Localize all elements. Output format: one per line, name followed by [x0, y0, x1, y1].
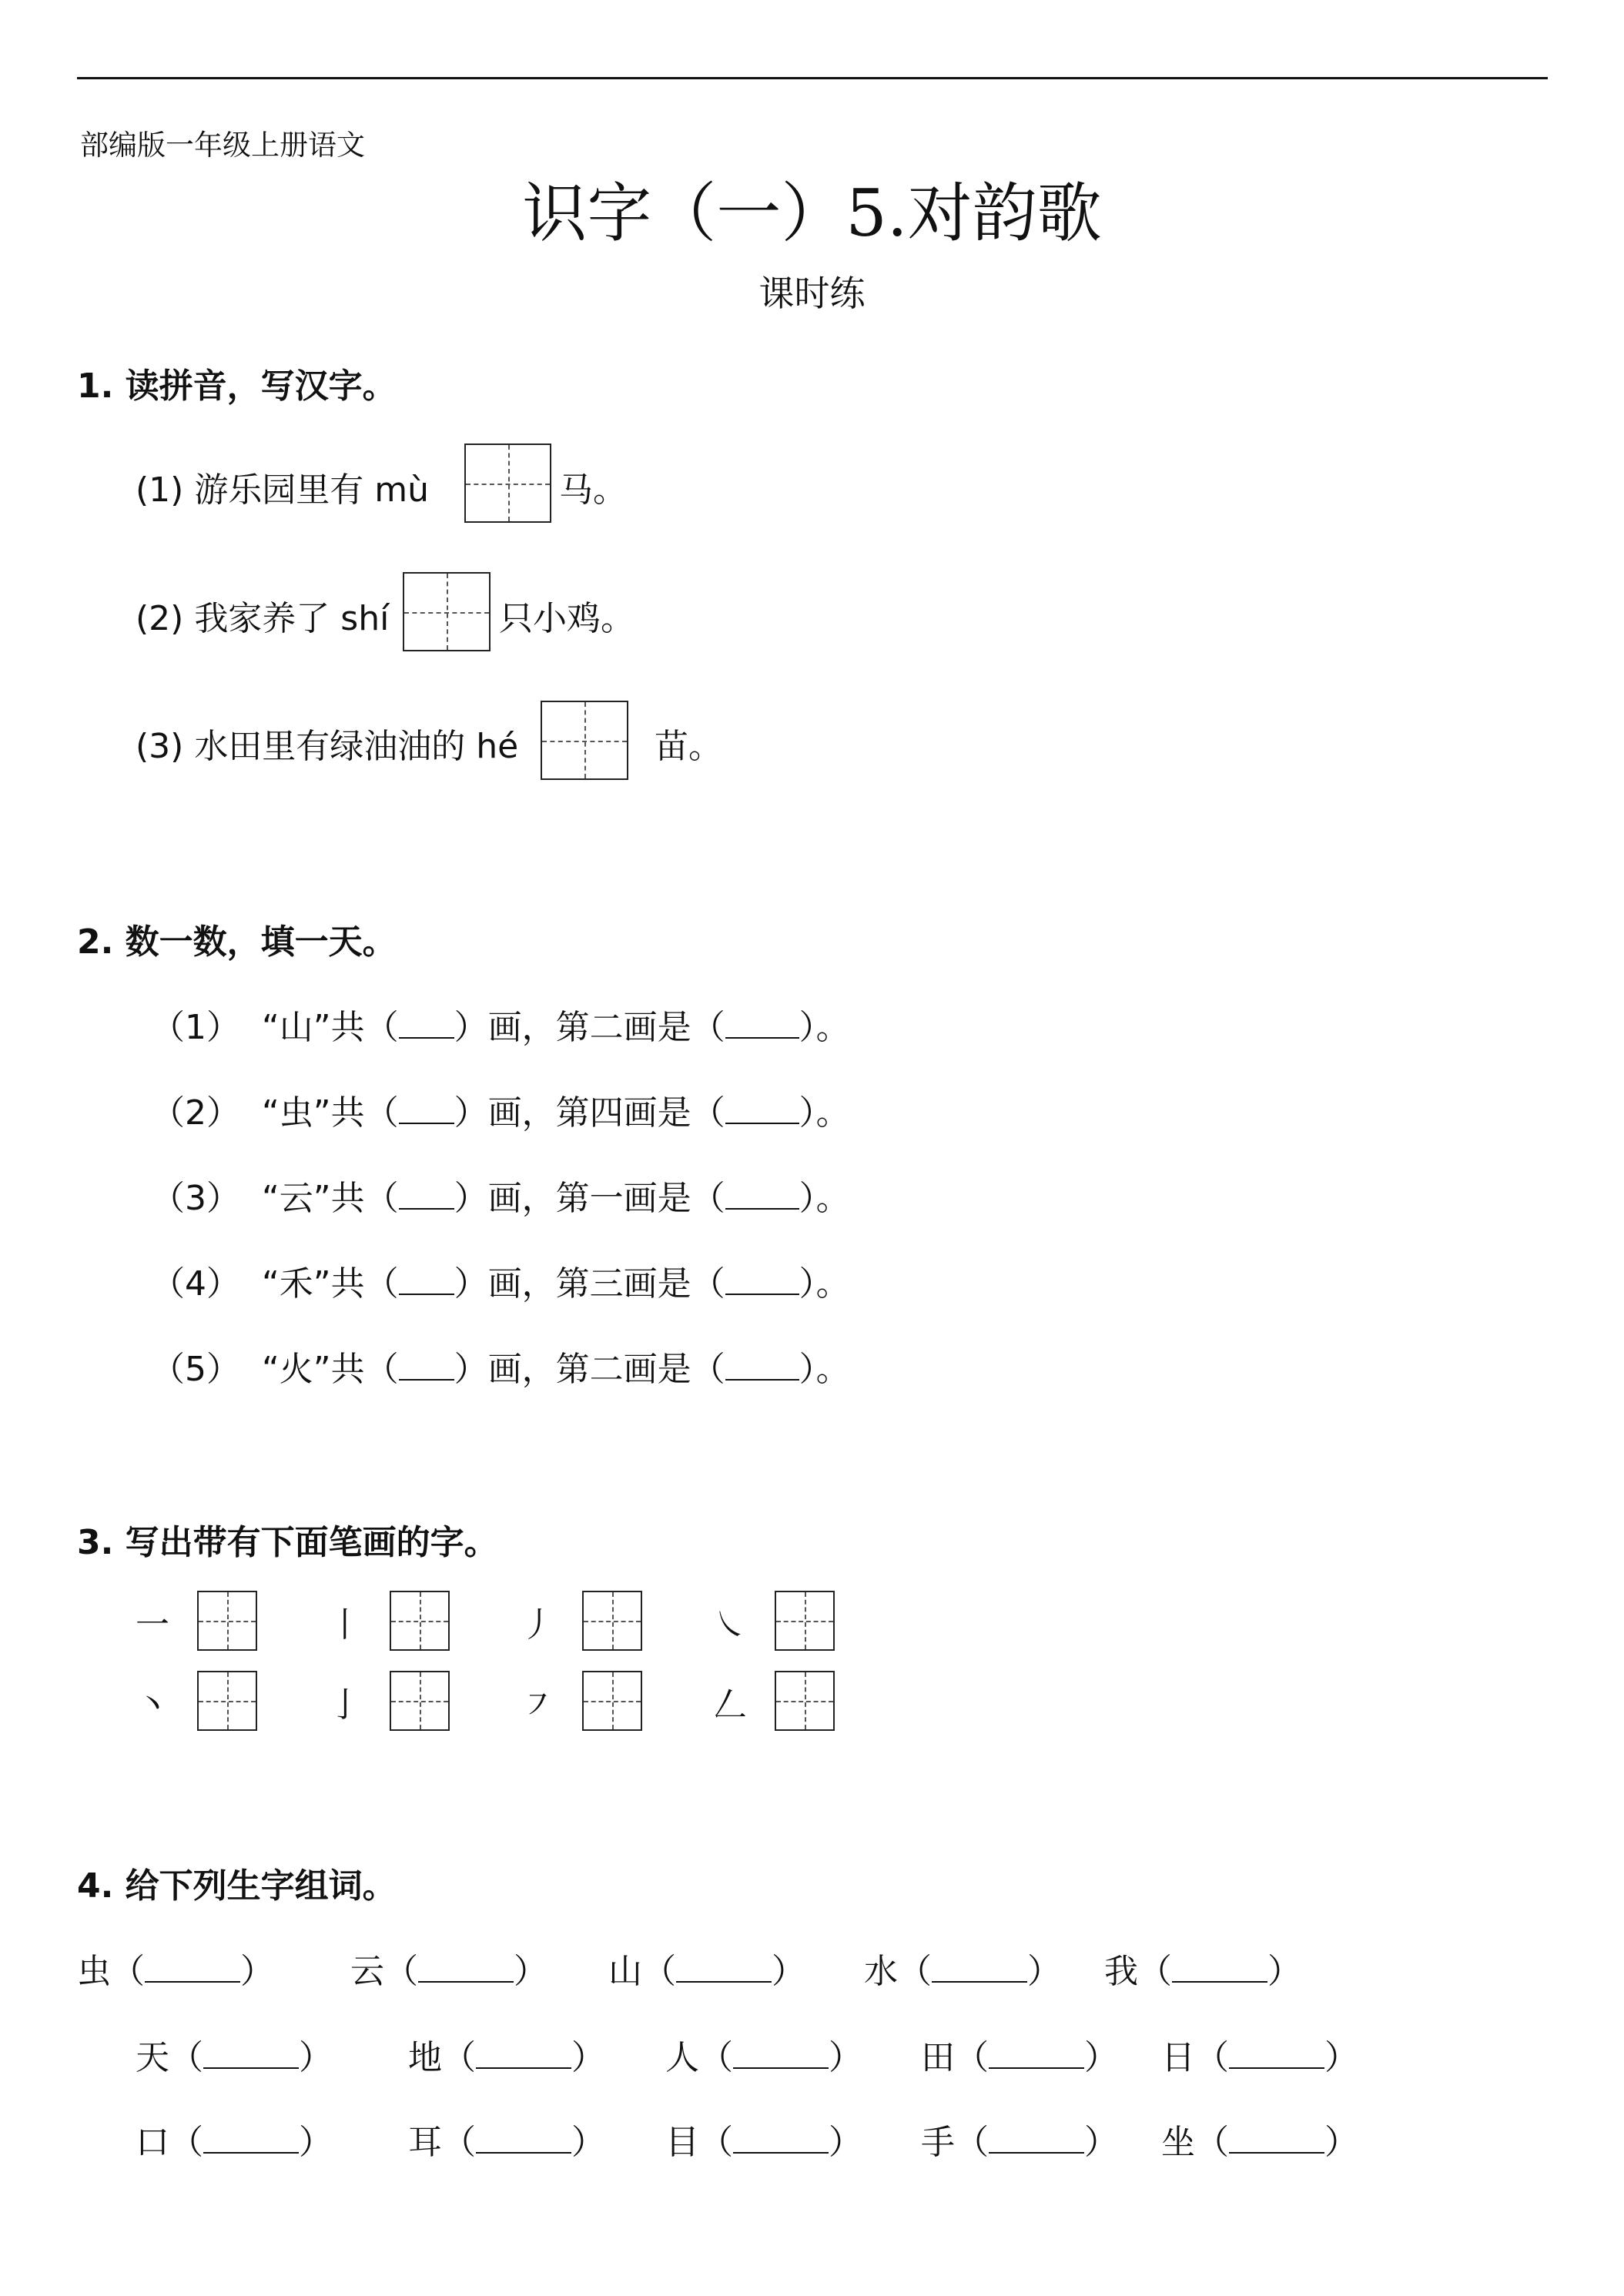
q2-stroke-count-blank[interactable]	[399, 1351, 454, 1381]
q4-close-paren: ）	[1027, 1952, 1061, 1991]
q4-char: 人	[665, 2038, 699, 2077]
q4-char: 山	[608, 1952, 642, 1991]
stroke-glyph: ㇇	[521, 1685, 554, 1725]
q3-answer-box[interactable]	[775, 1591, 835, 1651]
q4-answer-blank[interactable]	[418, 1953, 514, 1983]
q4-char: 虫	[77, 1952, 111, 1991]
q4-word-cell	[77, 1943, 274, 1993]
q4-close-paren: ）	[1267, 1952, 1301, 1991]
q4-close-paren: ）	[1324, 2038, 1358, 2077]
q4-open-paren: （	[699, 2123, 733, 2162]
page-title: 识字（一）5.对韵歌	[522, 176, 1102, 251]
q2-item-end: ）。	[799, 1350, 850, 1389]
question-1-title: 1. 读拼音，写汉字。	[77, 366, 397, 406]
q2-stroke-count-blank[interactable]	[399, 1266, 454, 1295]
q4-answer-blank[interactable]	[203, 2124, 299, 2154]
q2-item-mid: ）画，第三画是（	[454, 1264, 725, 1304]
q2-stroke-name-blank[interactable]	[725, 1266, 799, 1295]
q4-open-paren: （	[169, 2038, 203, 2077]
q4-open-paren: （	[384, 1952, 418, 1991]
q4-char: 口	[136, 2123, 169, 2162]
q4-word-cell	[408, 2114, 605, 2164]
question-4-title: 4. 给下列生字组词。	[77, 1866, 397, 1906]
q4-char: 耳	[408, 2123, 442, 2162]
q1-item-3-after: 苗。	[655, 727, 722, 766]
q2-item-char: “山”共（	[262, 1008, 399, 1047]
q2-item-end: ）。	[799, 1093, 850, 1133]
q4-answer-blank[interactable]	[1172, 1953, 1267, 1983]
q4-answer-blank[interactable]	[476, 2040, 571, 2069]
q4-open-paren: （	[169, 2123, 203, 2162]
q4-answer-blank[interactable]	[989, 2124, 1084, 2154]
q1-item-1-after: 马。	[559, 470, 627, 510]
q4-answer-blank[interactable]	[1229, 2040, 1324, 2069]
q3-answer-box[interactable]	[197, 1671, 257, 1731]
q4-close-paren: ）	[829, 2123, 862, 2162]
q4-open-paren: （	[111, 1952, 145, 1991]
q4-char: 田	[921, 2038, 955, 2077]
q2-item-mid: ）画，第四画是（	[454, 1093, 725, 1133]
q4-open-paren: （	[955, 2038, 989, 2077]
q2-item-end: ）。	[799, 1179, 850, 1218]
q4-answer-blank[interactable]	[676, 1953, 772, 1983]
q2-item-mid: ）画，第一画是（	[454, 1179, 725, 1218]
q4-word-cell	[921, 2030, 1118, 2079]
q4-answer-blank[interactable]	[203, 2040, 299, 2069]
q4-word-cell	[608, 1943, 805, 1993]
q2-item-end: ）。	[799, 1264, 850, 1304]
q4-close-paren: ）	[1324, 2123, 1358, 2162]
q4-close-paren: ）	[1084, 2123, 1118, 2162]
q4-word-cell	[665, 2030, 862, 2079]
q4-open-paren: （	[1195, 2038, 1229, 2077]
q4-answer-blank[interactable]	[145, 1953, 240, 1983]
q2-item-number: （1）	[151, 1008, 240, 1047]
q1-item-2-text: (2) 我家养了 shí	[136, 599, 390, 638]
q2-item	[262, 999, 850, 1049]
q2-item-end: ）。	[799, 1008, 850, 1047]
book-header: 部编版一年级上册语文	[80, 129, 365, 162]
q2-stroke-count-blank[interactable]	[399, 1180, 454, 1210]
q1-item-2-answer-box[interactable]	[403, 572, 491, 651]
q2-item	[262, 1256, 850, 1305]
top-rule	[77, 77, 1548, 79]
q2-item-number: （5）	[151, 1350, 240, 1389]
q3-answer-box[interactable]	[775, 1671, 835, 1731]
q4-answer-blank[interactable]	[989, 2040, 1084, 2069]
q2-item-char: “火”共（	[262, 1350, 399, 1389]
q3-answer-box[interactable]	[582, 1671, 642, 1731]
q4-word-cell	[1161, 2114, 1358, 2164]
q4-close-paren: ）	[299, 2038, 333, 2077]
q4-char: 手	[921, 2123, 955, 2162]
q4-open-paren: （	[442, 2123, 476, 2162]
q1-item-2-after: 只小鸡。	[499, 599, 635, 638]
q2-item-char: “虫”共（	[262, 1093, 399, 1133]
stroke-glyph: 𠃋	[713, 1685, 747, 1725]
q4-open-paren: （	[898, 1952, 932, 1991]
stroke-glyph: 丨	[328, 1605, 362, 1645]
q4-word-cell	[1104, 1943, 1301, 1993]
q4-char: 天	[136, 2038, 169, 2077]
q2-stroke-name-blank[interactable]	[725, 1351, 799, 1381]
q2-item	[262, 1170, 850, 1220]
stroke-glyph: ㇏	[713, 1605, 747, 1645]
q4-char: 云	[350, 1952, 384, 1991]
q4-char: 坐	[1161, 2123, 1195, 2162]
q1-item-3-text: (3) 水田里有绿油油的 hé	[136, 727, 519, 766]
q4-answer-blank[interactable]	[476, 2124, 571, 2154]
q1-item-1-text: (1) 游乐园里有 mù	[136, 470, 430, 510]
q4-word-cell	[136, 2114, 333, 2164]
q3-answer-box[interactable]	[390, 1671, 450, 1731]
q4-answer-blank[interactable]	[733, 2040, 829, 2069]
q1-item-3-answer-box[interactable]	[541, 701, 628, 780]
q4-word-cell	[350, 1943, 547, 1993]
q2-item-number: （3）	[151, 1179, 240, 1218]
q4-answer-blank[interactable]	[733, 2124, 829, 2154]
page-subtitle: 课时练	[758, 273, 866, 314]
question-3-title: 3. 写出带有下面笔画的字。	[77, 1523, 498, 1562]
q3-answer-box[interactable]	[390, 1591, 450, 1651]
q2-item-mid: ）画，第二画是（	[454, 1350, 725, 1389]
q4-open-paren: （	[1195, 2123, 1229, 2162]
q4-close-paren: ）	[571, 2038, 605, 2077]
q4-word-cell	[665, 2114, 862, 2164]
q4-word-cell	[1161, 2030, 1358, 2079]
q4-word-cell	[408, 2030, 605, 2079]
q4-char: 水	[864, 1952, 898, 1991]
stroke-glyph: 丶	[136, 1685, 169, 1725]
q4-char: 我	[1104, 1952, 1138, 1991]
q4-word-cell	[864, 1943, 1061, 1993]
q1-item-1-answer-box[interactable]	[464, 443, 551, 523]
q4-open-paren: （	[1138, 1952, 1172, 1991]
q4-close-paren: ）	[299, 2123, 333, 2162]
q4-open-paren: （	[442, 2038, 476, 2077]
q2-stroke-count-blank[interactable]	[399, 1095, 454, 1124]
q4-answer-blank[interactable]	[932, 1953, 1027, 1983]
q2-item-char: “云”共（	[262, 1179, 399, 1218]
q4-close-paren: ）	[514, 1952, 547, 1991]
q2-item-number: （4）	[151, 1264, 240, 1304]
q4-char: 目	[665, 2123, 699, 2162]
q2-item	[262, 1341, 850, 1391]
q2-item-mid: ）画，第二画是（	[454, 1008, 725, 1047]
q3-answer-box[interactable]	[197, 1591, 257, 1651]
q4-close-paren: ）	[772, 1952, 805, 1991]
q2-item-number: （2）	[151, 1093, 240, 1133]
q4-close-paren: ）	[1084, 2038, 1118, 2077]
q4-answer-blank[interactable]	[1229, 2124, 1324, 2154]
q4-char: 日	[1161, 2038, 1195, 2077]
q2-stroke-count-blank[interactable]	[399, 1009, 454, 1039]
q2-stroke-name-blank[interactable]	[725, 1009, 799, 1039]
question-2-title: 2. 数一数，填一天。	[77, 922, 397, 962]
q4-open-paren: （	[699, 2038, 733, 2077]
q2-item	[262, 1085, 850, 1134]
q4-word-cell	[921, 2114, 1118, 2164]
q4-close-paren: ）	[240, 1952, 274, 1991]
stroke-glyph: 一	[136, 1605, 169, 1645]
q4-close-paren: ）	[571, 2123, 605, 2162]
stroke-glyph: 丿	[521, 1605, 554, 1645]
q4-close-paren: ）	[829, 2038, 862, 2077]
q4-open-paren: （	[955, 2123, 989, 2162]
q4-char: 地	[408, 2038, 442, 2077]
q2-stroke-name-blank[interactable]	[725, 1180, 799, 1210]
q4-open-paren: （	[642, 1952, 676, 1991]
q4-word-cell	[136, 2030, 333, 2079]
q3-answer-box[interactable]	[582, 1591, 642, 1651]
q2-stroke-name-blank[interactable]	[725, 1095, 799, 1124]
q2-item-char: “禾”共（	[262, 1264, 399, 1304]
stroke-glyph: 亅	[328, 1685, 362, 1725]
